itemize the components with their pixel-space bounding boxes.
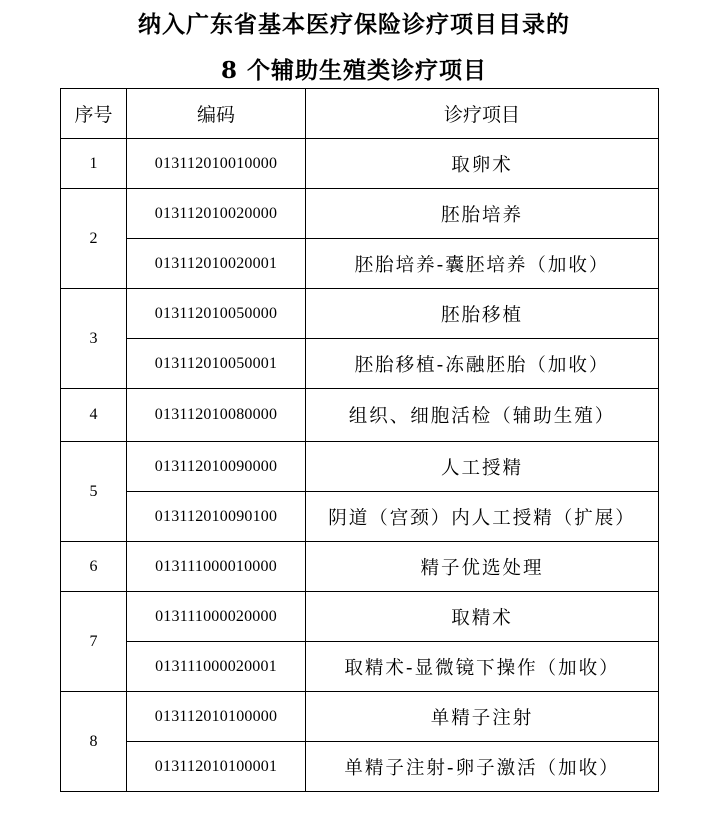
- item-cell: 单精子注射: [306, 692, 659, 742]
- table-row: [61, 592, 659, 642]
- code-cell: 013112010100001: [127, 742, 306, 792]
- code-cell: 013112010090100: [127, 492, 306, 542]
- header-seq: 序号: [61, 89, 127, 139]
- seq-cell: 7: [61, 592, 127, 692]
- code-cell: 013112010080000: [127, 389, 306, 442]
- seq-cell: 5: [61, 442, 127, 542]
- code-cell: 013112010020000: [127, 189, 306, 239]
- item-cell: 精子优选处理: [306, 542, 659, 592]
- item-cell: 组织、细胞活检（辅助生殖）: [306, 389, 659, 442]
- table-row: [61, 542, 659, 592]
- seq-cell: 4: [61, 389, 127, 442]
- header-code: 编码: [127, 89, 306, 139]
- code-cell: 013112010020001: [127, 239, 306, 289]
- seq-cell: 3: [61, 289, 127, 389]
- code-cell: 013112010010000: [127, 139, 306, 189]
- seq-cell: 1: [61, 139, 127, 189]
- code-cell: 013111000020001: [127, 642, 306, 692]
- project-table: [60, 88, 659, 792]
- table-header-row: [61, 89, 659, 139]
- code-cell: 013111000020000: [127, 592, 306, 642]
- code-cell: 013112010050000: [127, 289, 306, 339]
- seq-cell: 6: [61, 542, 127, 592]
- item-cell: 胚胎培养: [306, 189, 659, 239]
- table-row: [61, 339, 659, 389]
- item-cell: 人工授精: [306, 442, 659, 492]
- code-cell: 013112010090000: [127, 442, 306, 492]
- seq-cell: 2: [61, 189, 127, 289]
- item-cell: 取精术-显微镜下操作（加收）: [306, 642, 659, 692]
- table-row: [61, 492, 659, 542]
- table-row: [61, 692, 659, 742]
- seq-cell: 8: [61, 692, 127, 792]
- table-row: [61, 139, 659, 189]
- code-cell: 013112010050001: [127, 339, 306, 389]
- table-row: [61, 642, 659, 692]
- table-row: [61, 389, 659, 442]
- item-cell: 取精术: [306, 592, 659, 642]
- item-cell: 取卵术: [306, 139, 659, 189]
- item-cell: 单精子注射-卵子激活（加收）: [306, 742, 659, 792]
- code-cell: 013112010100000: [127, 692, 306, 742]
- item-cell: 胚胎移植: [306, 289, 659, 339]
- item-cell: 胚胎移植-冻融胚胎（加收）: [306, 339, 659, 389]
- document-title-line-1: 纳入广东省基本医疗保险诊疗项目目录的: [138, 11, 570, 38]
- table-row: [61, 442, 659, 492]
- item-cell: 阴道（宫颈）内人工授精（扩展）: [306, 492, 659, 542]
- document-title-line-2: 8 个辅助生殖类诊疗项目: [220, 57, 487, 84]
- item-cell: 胚胎培养-囊胚培养（加收）: [306, 239, 659, 289]
- code-cell: 013111000010000: [127, 542, 306, 592]
- table-row: [61, 289, 659, 339]
- table-row: [61, 239, 659, 289]
- table-row: [61, 189, 659, 239]
- table-row: [61, 742, 659, 792]
- header-item: 诊疗项目: [306, 89, 659, 139]
